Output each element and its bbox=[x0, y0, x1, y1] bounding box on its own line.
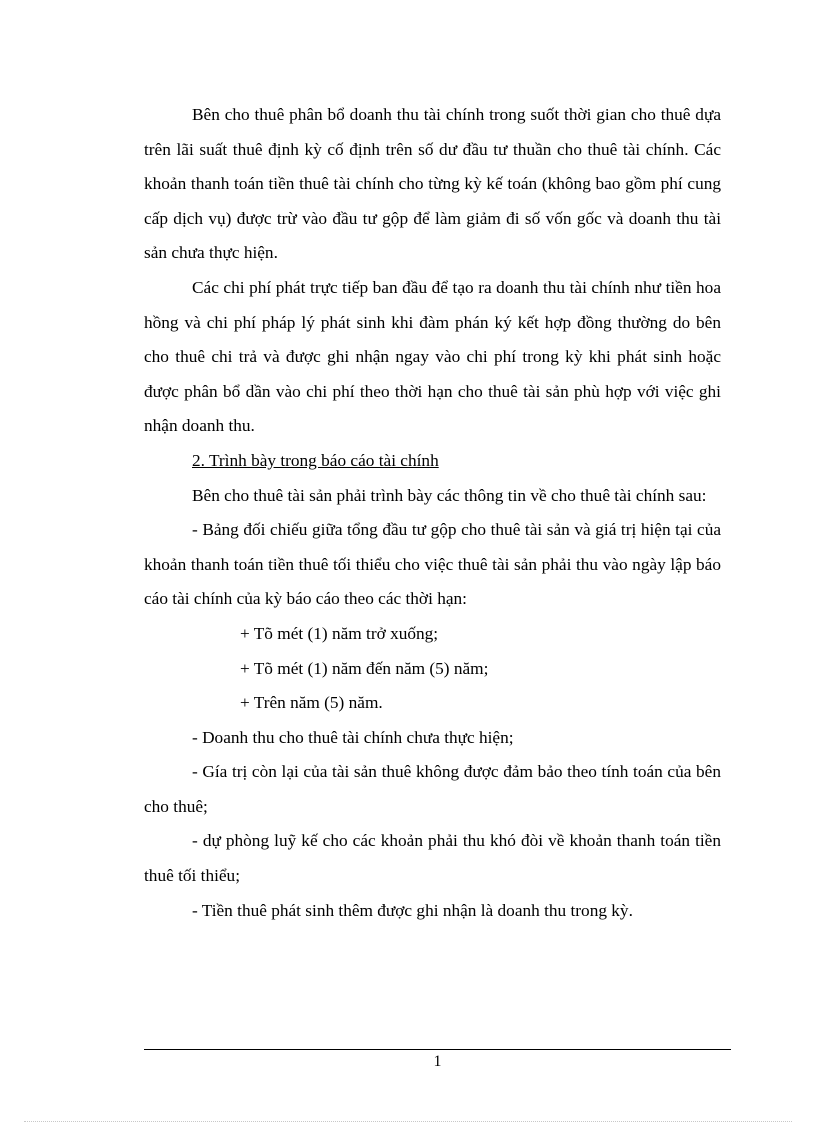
page-edge-divider bbox=[24, 1121, 792, 1122]
paragraph-revenue-allocation: Bên cho thuê phân bổ doanh thu tài chính trong suốt thời gian cho thuê dựa trên lãi suất thuê định kỳ cố định trên số dư đầu tư thuần cho thuê tài chính. Các khoản thanh toán tiền thuê tài chính cho từng kỳ kế toán (không bao gồm phí cung cấp dịch vụ) được trừ vào đầu tư gộp để làm giảm đi số vốn gốc và doanh thu tài sản chưa thực hiện. bbox=[144, 105, 721, 263]
bullet-unearned-revenue: - Doanh thu cho thuê tài chính chưa thực hiện; bbox=[192, 727, 514, 747]
document-body bbox=[144, 98, 721, 928]
section-heading-text: 2. Trình bày trong báo cáo tài chính bbox=[192, 450, 439, 470]
bullet-contingent-rent: - Tiền thuê phát sinh thêm được ghi nhận là doanh thu trong kỳ. bbox=[192, 900, 633, 920]
sub-item-one-year: + Tõ mét (1) năm trở xuống; bbox=[240, 623, 439, 643]
section-heading bbox=[144, 444, 721, 479]
footer-divider bbox=[144, 1049, 731, 1050]
page-number: 1 bbox=[433, 1053, 442, 1070]
bullet-doubtful-provision: - dự phòng luỹ kế cho các khoản phải thu khó đòi về khoản thanh toán tiền thuê tối thiểu; bbox=[144, 831, 721, 886]
bullet-residual-value: - Gía trị còn lại của tài sản thuê không được đảm bảo theo tính toán của bên cho thuê; bbox=[144, 762, 721, 816]
paragraph-direct-costs: Các chi phí phát trực tiếp ban đầu để tạo ra doanh thu tài chính như tiền hoa hồng và chi phí pháp lý phát sinh khi đàm phán ký kết hợp đồng thường do bên cho thuê chi trả và được ghi nhận ngay vào chi phí trong kỳ khi phát sinh hoặc được phân bổ dần vào chi phí theo thời hạn cho thuê tài sản phù hợp với việc ghi nhận doanh thu. bbox=[144, 277, 721, 436]
sub-item-over-five-years: + Trên năm (5) năm. bbox=[240, 693, 383, 713]
sub-item-one-to-five-years: + Tõ mét (1) năm đến năm (5) năm; bbox=[240, 658, 489, 678]
section-intro: Bên cho thuê tài sản phải trình bày các thông tin về cho thuê tài chính sau: bbox=[192, 485, 707, 505]
bullet-reconciliation: - Bảng đối chiếu giữa tổng đầu tư gộp cho thuê tài sản và giá trị hiện tại của khoản thanh toán tiền thuê tối thiểu cho việc thuê tài sản phải thu vào ngày lập báo cáo tài chính của kỳ báo cáo theo các thời hạn: bbox=[144, 520, 721, 609]
